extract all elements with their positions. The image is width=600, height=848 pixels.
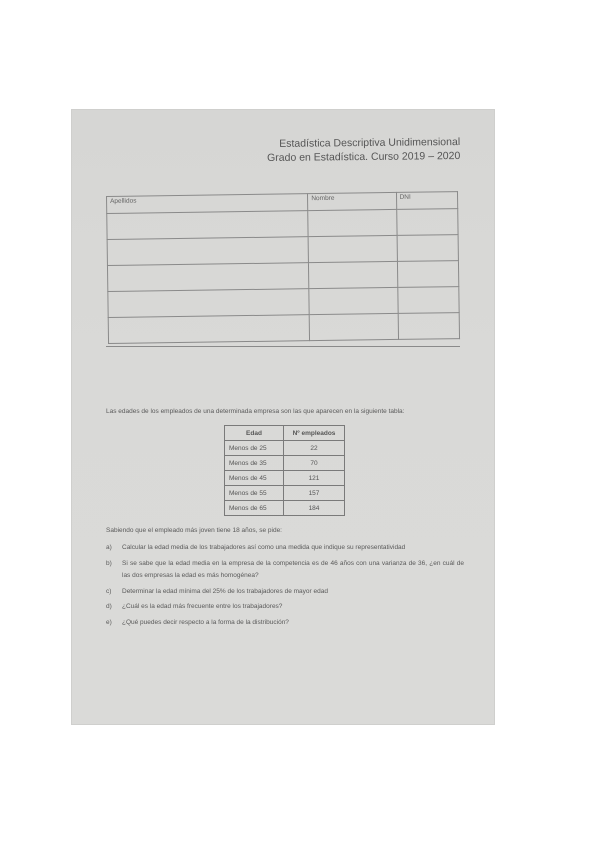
question-key: a) — [106, 544, 112, 551]
dni-cell[interactable] — [396, 209, 458, 236]
nombre-cell[interactable] — [308, 235, 397, 262]
question-item — [106, 617, 464, 630]
header-edad: Edad — [225, 426, 284, 441]
question-item — [106, 586, 464, 599]
exam-subtitle: Grado en Estadística. Curso 2019 – 2020 — [266, 149, 461, 165]
question-text: ¿Cuál es la edad más frecuente entre los trabajadores? — [122, 603, 283, 610]
question-item — [106, 558, 464, 583]
question-text: ¿Qué puedes decir respecto a la forma de la distribución? — [122, 618, 289, 626]
exam-title: Estadística Descriptiva Unidimensional — [278, 135, 460, 150]
dni-cell[interactable] — [397, 287, 459, 314]
exam-sheet — [72, 110, 494, 724]
dni-cell[interactable] — [397, 261, 459, 288]
nombre-cell[interactable] — [309, 313, 398, 340]
question-text: Si se sabe que la edad media en la empresa de la competencia es de 46 años con una varianza de 36, ¿en cuál de las dos empresas la edad es más homogénea? — [122, 559, 464, 579]
question-item — [106, 542, 464, 555]
age-table-row — [225, 471, 345, 486]
nombre-cell[interactable] — [309, 261, 398, 288]
question-item — [106, 601, 464, 614]
nombre-cell[interactable] — [308, 209, 397, 236]
questions-lead: Sabiendo que el empleado más joven tiene 18 años, se pide: — [106, 526, 282, 534]
edad-cell: Menos de 45 — [225, 471, 284, 486]
apellidos-cell[interactable] — [108, 315, 310, 344]
student-info-row — [108, 313, 459, 344]
dni-cell[interactable] — [397, 235, 459, 262]
edad-cell: Menos de 55 — [225, 486, 284, 501]
question-key: b) — [106, 559, 112, 567]
apellidos-cell[interactable] — [107, 211, 309, 240]
age-table-row — [225, 501, 345, 516]
header-empleados: Nº empleados — [284, 426, 345, 441]
edad-cell: Menos de 25 — [225, 441, 284, 456]
exam-header — [267, 135, 461, 165]
empleados-cell: 70 — [284, 456, 345, 471]
edad-cell: Menos de 65 — [225, 501, 284, 516]
age-table-row — [225, 456, 345, 471]
problem-statement: Las edades de los empleados de una determinada empresa son las que aparecen en la siguiente tabla: — [106, 407, 405, 415]
question-key: c) — [106, 587, 112, 595]
empleados-cell: 121 — [284, 471, 345, 486]
empleados-cell: 22 — [284, 441, 345, 456]
header-nombre: Nombre — [308, 192, 396, 210]
header-apellidos: Apellidos — [107, 194, 308, 214]
age-distribution-table — [224, 425, 345, 516]
age-table-header-row — [225, 426, 345, 441]
question-key: d) — [106, 603, 112, 610]
nombre-cell[interactable] — [309, 287, 398, 314]
age-table-row — [225, 441, 345, 456]
age-table-row — [225, 486, 345, 501]
apellidos-cell[interactable] — [107, 263, 309, 292]
apellidos-cell[interactable] — [107, 237, 309, 266]
student-info-table — [106, 191, 460, 344]
empleados-cell: 184 — [284, 501, 345, 516]
question-key: e) — [106, 618, 112, 626]
dni-cell[interactable] — [398, 313, 460, 340]
question-list — [106, 542, 464, 632]
apellidos-cell[interactable] — [108, 289, 310, 318]
empleados-cell: 157 — [284, 486, 345, 501]
edad-cell: Menos de 35 — [225, 456, 284, 471]
divider — [106, 346, 460, 347]
question-text: Determinar la edad mínima del 25% de los trabajadores de mayor edad — [122, 587, 328, 595]
header-dni: DNI — [396, 192, 458, 210]
question-text: Calcular la edad media de los trabajadores así como una medida que indique su representatividad — [122, 544, 406, 551]
